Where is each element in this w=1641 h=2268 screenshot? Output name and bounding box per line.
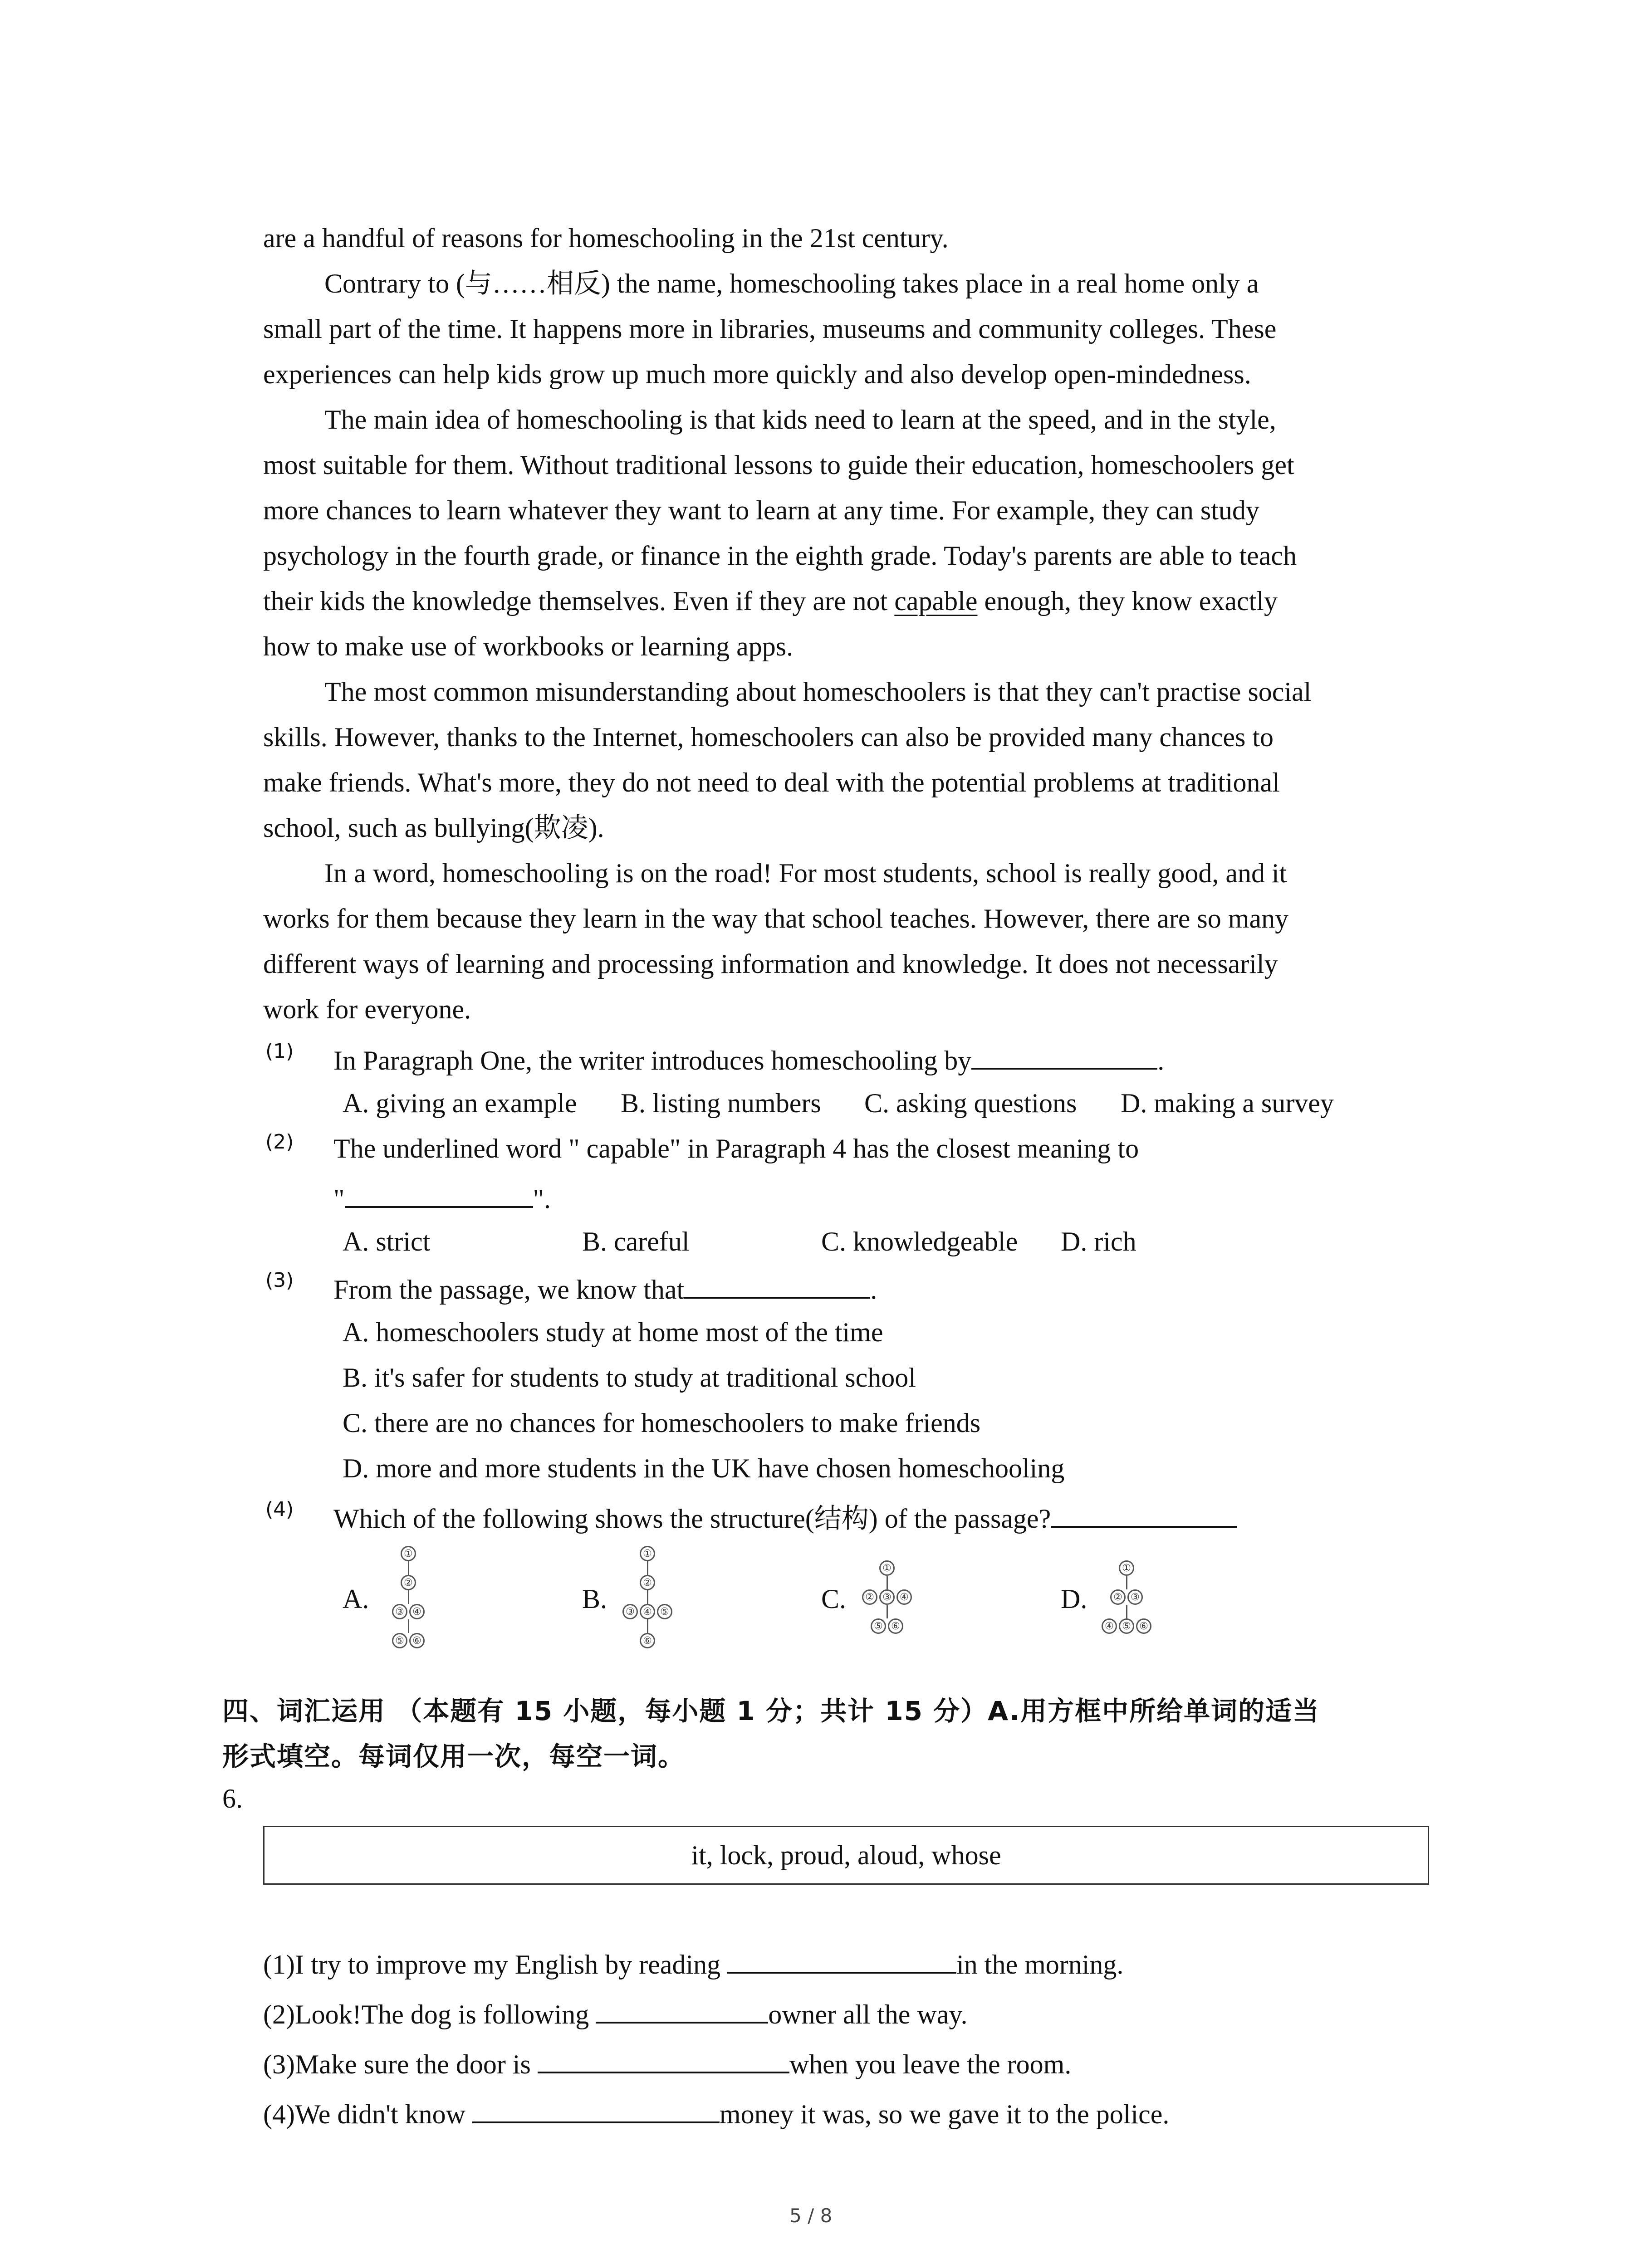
- open-quote: ": [333, 1184, 345, 1214]
- structure-connector: [1126, 1576, 1127, 1589]
- fill-item-4: [263, 2098, 1169, 2128]
- structure-connector: [408, 1590, 409, 1604]
- option-b: B. it's safer for students to study at traditional school: [343, 1363, 916, 1393]
- question-number: (3): [265, 1269, 294, 1292]
- structure-node: ①: [879, 1560, 895, 1576]
- structure-node: ⑥: [1136, 1618, 1151, 1634]
- structure-connector: [887, 1605, 888, 1618]
- passage-line: [263, 587, 1278, 615]
- structure-node: ①: [1119, 1560, 1134, 1576]
- passage-line: The most common misunderstanding about homeschoolers is that they can't practise social: [324, 677, 1312, 707]
- structure-connector: [1126, 1605, 1127, 1618]
- passage-line: are a handful of reasons for homeschooling in the 21st century.: [263, 223, 949, 253]
- fill-item-text: owner all the way.: [768, 1999, 968, 2029]
- structure-diagram-c: [862, 1560, 912, 1647]
- passage-line: different ways of learning and processing information and knowledge. It does not necessarily: [263, 949, 1278, 979]
- answer-blank[interactable]: [727, 1948, 956, 1974]
- answer-blank[interactable]: [596, 1998, 768, 2024]
- structure-node: ②: [401, 1575, 416, 1590]
- structure-connector: [647, 1619, 648, 1633]
- option-c: C.: [821, 1584, 847, 1614]
- question-stem-line2: [333, 1183, 551, 1212]
- passage-line: school, such as bullying(欺凌).: [263, 813, 604, 843]
- passage-line: In a word, homeschooling is on the road! For most students, school is really good, and it: [324, 858, 1287, 888]
- structure-connector: [887, 1576, 888, 1589]
- structure-connector: [647, 1561, 648, 1575]
- structure-node: ④: [1102, 1618, 1117, 1634]
- structure-connector: [408, 1619, 409, 1633]
- question-stem: The underlined word " capable" in Paragraph 4 has the closest meaning to: [333, 1134, 1139, 1163]
- passage-line: work for everyone.: [263, 994, 471, 1024]
- fill-item-text: money it was, so we gave it to the police.: [719, 2099, 1170, 2129]
- option-b: B. careful: [582, 1227, 690, 1256]
- answer-blank[interactable]: [684, 1273, 870, 1299]
- passage-line: works for them because they learn in the way that school teaches. However, there are so many: [263, 904, 1289, 934]
- structure-node: ⑥: [409, 1633, 425, 1648]
- structure-node: ⑤: [871, 1618, 886, 1634]
- option-b: B.: [582, 1584, 607, 1614]
- passage-line: Contrary to (与……相反) the name, homeschooling takes place in a real home only a: [324, 269, 1259, 298]
- page-number: 5 / 8: [789, 2204, 833, 2227]
- passage-line: how to make use of workbooks or learning apps.: [263, 631, 794, 661]
- word-list: it, lock, proud, aloud, whose: [691, 1840, 1001, 1870]
- option-d: D.: [1061, 1584, 1087, 1614]
- option-d: D. rich: [1061, 1227, 1136, 1256]
- fill-item-text: (4)We didn't know: [263, 2099, 472, 2129]
- passage-line: psychology in the fourth grade, or finance in the eighth grade. Today's parents are able to teach: [263, 541, 1297, 571]
- structure-node: ④: [640, 1604, 655, 1619]
- structure-node: ③: [622, 1604, 638, 1619]
- option-b: B. listing numbers: [621, 1088, 821, 1118]
- answer-blank[interactable]: [1051, 1502, 1237, 1528]
- question-stem-text: From the passage, we know that: [333, 1275, 685, 1305]
- answer-blank[interactable]: [345, 1183, 533, 1208]
- structure-diagram-b: [622, 1546, 672, 1662]
- passage-line: most suitable for them. Without traditional lessons to guide their education, homeschoolers get: [263, 450, 1294, 480]
- structure-diagram-a: [383, 1546, 433, 1662]
- structure-node: ⑤: [1119, 1618, 1134, 1634]
- passage-line: make friends. What's more, they do not need to deal with the potential problems at traditional: [263, 767, 1280, 797]
- question-number: (1): [265, 1040, 294, 1063]
- passage-line: more chances to learn whatever they want to learn at any time. For example, they can study: [263, 495, 1259, 525]
- fill-item-text: (3)Make sure the door is: [263, 2049, 538, 2079]
- option-d: D. making a survey: [1121, 1088, 1334, 1118]
- structure-node: ⑤: [657, 1604, 672, 1619]
- option-c: C. knowledgeable: [821, 1227, 1018, 1256]
- structure-node: ②: [640, 1575, 655, 1590]
- underlined-word: capable: [894, 586, 978, 616]
- passage-line: experiences can help kids grow up much more quickly and also develop open-mindedness.: [263, 359, 1251, 389]
- fill-item-text: in the morning.: [956, 1950, 1124, 1980]
- fill-item-2: [263, 1998, 968, 2028]
- option-a: A. giving an example: [343, 1088, 577, 1118]
- fill-item-1: [263, 1948, 1123, 1978]
- question-stem: [333, 1273, 877, 1303]
- question-stem-end: .: [870, 1275, 877, 1305]
- option-d: D. more and more students in the UK have chosen homeschooling: [343, 1453, 1065, 1483]
- option-c: C. asking questions: [864, 1088, 1077, 1118]
- option-c: C. there are no chances for homeschoolers to make friends: [343, 1408, 981, 1438]
- fill-item-text: (1)I try to improve my English by reading: [263, 1950, 728, 1980]
- question-stem-text: Which of the following shows the structure(结构) of the passage?: [333, 1504, 1051, 1534]
- question-6-number: 6.: [222, 1784, 243, 1813]
- structure-node: ②: [862, 1589, 877, 1605]
- structure-node: ②: [1110, 1589, 1126, 1605]
- option-a: A.: [343, 1584, 369, 1614]
- structure-node: ⑥: [888, 1618, 903, 1634]
- passage-line: The main idea of homeschooling is that kids need to learn at the speed, and in the style,: [324, 405, 1276, 435]
- structure-node: ⑥: [640, 1633, 655, 1648]
- structure-node: ①: [640, 1546, 655, 1561]
- option-a: A. homeschoolers study at home most of the time: [343, 1317, 883, 1347]
- structure-node: ⑤: [392, 1633, 407, 1648]
- close-quote: ".: [533, 1184, 551, 1214]
- question-stem-end: .: [1157, 1046, 1165, 1075]
- answer-blank[interactable]: [538, 2048, 789, 2073]
- question-stem: [333, 1502, 1237, 1532]
- structure-connector: [408, 1561, 409, 1575]
- passage-text: enough, they know exactly: [977, 586, 1278, 616]
- fill-item-text: (2)Look!The dog is following: [263, 1999, 596, 2029]
- passage-line: skills. However, thanks to the Internet, homeschoolers can also be provided many chances to: [263, 722, 1274, 752]
- fill-item-text: when you leave the room.: [789, 2049, 1072, 2079]
- fill-item-3: [263, 2048, 1071, 2078]
- question-number: (2): [265, 1130, 294, 1154]
- structure-node: ③: [879, 1589, 895, 1605]
- structure-connector: [647, 1590, 648, 1604]
- structure-node: ④: [409, 1604, 425, 1619]
- word-box: [263, 1826, 1429, 1885]
- answer-blank[interactable]: [472, 2098, 720, 2123]
- section-heading-line2: 形式填空。每词仅用一次，每空一词。: [222, 1741, 686, 1772]
- section-heading-line1: 四、词汇运用 （本题有 15 小题，每小题 1 分；共计 15 分）A.用方框中所给单词的适当: [222, 1696, 1320, 1726]
- passage-line: small part of the time. It happens more in libraries, museums and community colleges. These: [263, 314, 1277, 344]
- structure-node: ①: [401, 1546, 416, 1561]
- structure-node: ④: [896, 1589, 912, 1605]
- question-stem-text: In Paragraph One, the writer introduces homeschooling by: [333, 1046, 972, 1075]
- answer-blank[interactable]: [971, 1044, 1157, 1070]
- structure-node: ③: [392, 1604, 407, 1619]
- option-a: A. strict: [343, 1227, 431, 1256]
- question-number: (4): [265, 1498, 294, 1521]
- structure-diagram-d: [1102, 1560, 1151, 1647]
- question-stem: [333, 1044, 1164, 1074]
- structure-node: ③: [1127, 1589, 1143, 1605]
- passage-text: their kids the knowledge themselves. Even if they are not: [263, 586, 895, 616]
